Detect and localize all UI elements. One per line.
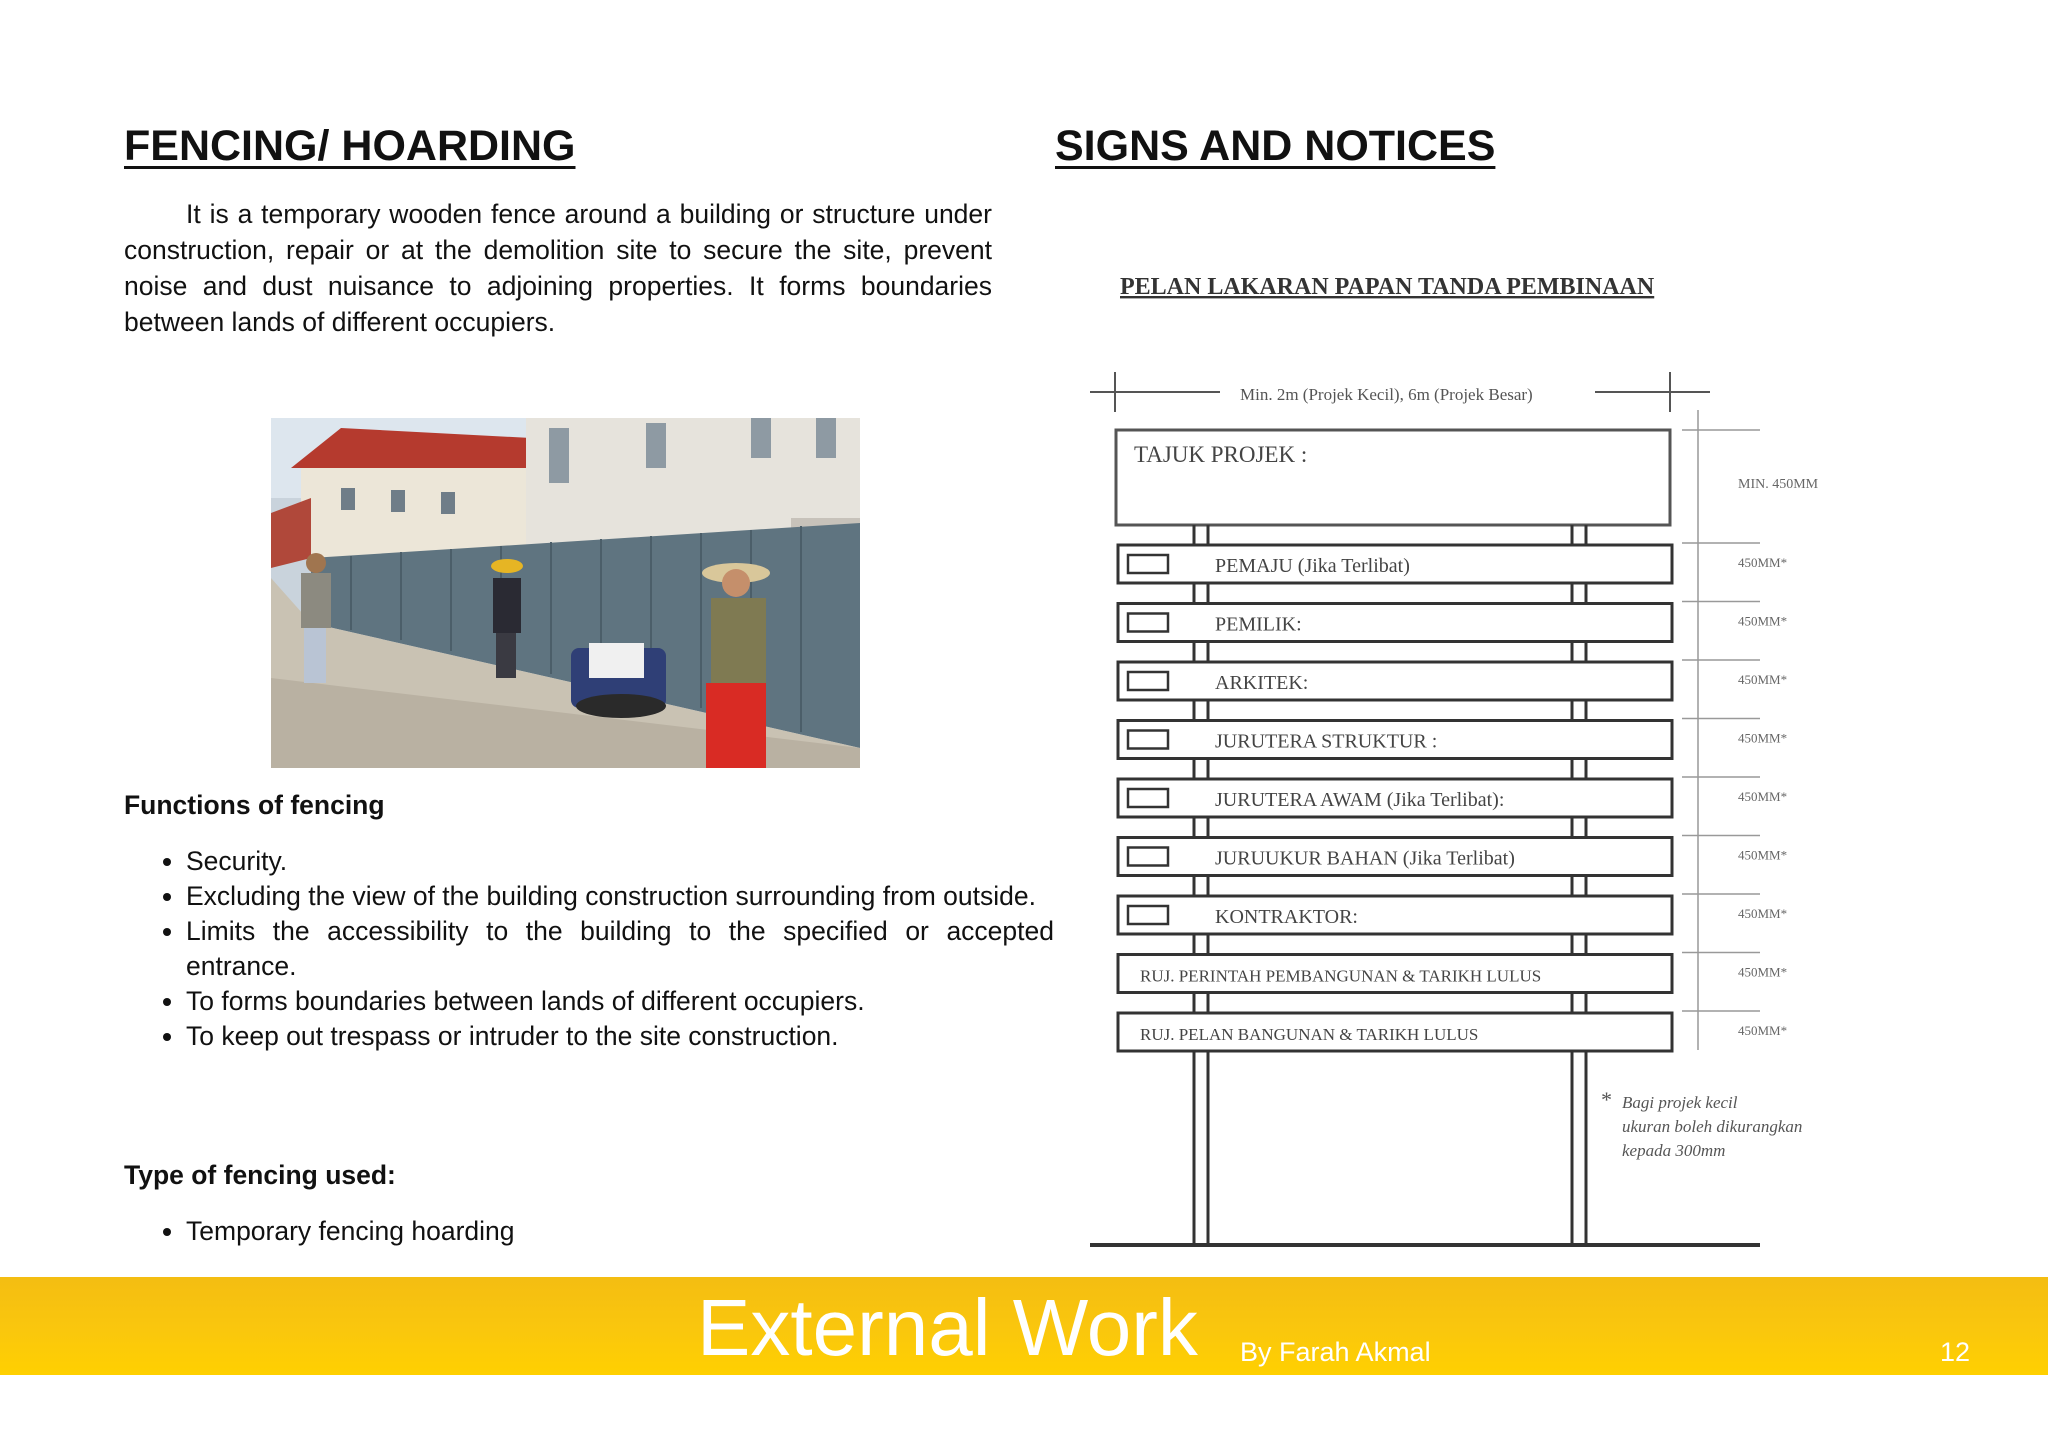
list-item: • Excluding the view of the building construction surrounding from outside. [186, 879, 1054, 914]
list-item: • Limits the accessibility to the building to the specified or accepted entrance. [186, 914, 1054, 984]
signboard-row-box [1118, 896, 1672, 934]
signboard-row-label: JURUTERA AWAM (Jika Terlibat): [1215, 789, 1505, 811]
signboard-rows [1118, 543, 1787, 1051]
note-star: * [1600, 1087, 1611, 1112]
row-size-label: 450MM* [1738, 672, 1788, 687]
note-line: kepada 300mm [1622, 1141, 1726, 1160]
list-item: • Security. [186, 844, 1054, 879]
project-title-label: TAJUK PROJEK : [1134, 442, 1308, 467]
note-line: Bagi projek kecil [1622, 1093, 1738, 1112]
footer-byline: By Farah Akmal [1240, 1337, 1431, 1367]
signboard-row-label: JURUUKUR BAHAN (Jika Terlibat) [1215, 847, 1515, 870]
signboard-row-label: JURUTERA STRUKTUR : [1215, 730, 1438, 753]
functions-list [124, 844, 1054, 1054]
fencing-photo [271, 418, 860, 768]
row-size-label: 450MM* [1738, 1023, 1788, 1038]
note-line: ukuran boleh dikurangkan [1622, 1117, 1803, 1136]
list-item: • Temporary fencing hoarding [186, 1214, 1054, 1249]
diagram-title: PELAN LAKARAN PAPAN TANDA PEMBINAAN [1120, 274, 1655, 300]
types-list [124, 1214, 1054, 1249]
row-size-label: 450MM* [1738, 964, 1788, 980]
construction-site-photo [271, 418, 860, 768]
list-item: • To keep out trespass or intruder to the site construction. [186, 1019, 1054, 1054]
fencing-intro: It is a temporary wooden fence around a building or structure under construction, repair or at the demolition site to secure the site, prevent noise and dust nuisance to adjoining properties. It forms boundaries between lands of different occupiers. [124, 199, 992, 337]
list-item: • To forms boundaries between lands of different occupiers. [186, 984, 1054, 1019]
signboard-row-label: KONTRAKTOR: [1215, 906, 1358, 928]
page-number: 12 [1940, 1337, 1971, 1367]
signs-heading: SIGNS AND NOTICES [1055, 122, 1496, 170]
functions-heading: Functions of fencing [124, 790, 385, 820]
signboard-row-box [1118, 604, 1672, 642]
row-size-label: 450MM* [1738, 847, 1788, 863]
fencing-heading: FENCING/ HOARDING [124, 122, 576, 170]
signboard-row-box [1118, 662, 1672, 700]
signboard-row-label: RUJ. PERINTAH PEMBANGUNAN & TARIKH LULUS [1140, 966, 1542, 986]
row-size-label: 450MM* [1738, 789, 1788, 804]
width-label: Min. 2m (Projek Kecil), 6m (Projek Besar) [1240, 385, 1533, 404]
row-size-label: 450MM* [1738, 730, 1788, 746]
signboard-row-label: PEMAJU (Jika Terlibat) [1215, 555, 1410, 577]
signboard-row-label: RUJ. PELAN BANGUNAN & TARIKH LULUS [1140, 1025, 1479, 1044]
row-size-label: 450MM* [1738, 555, 1788, 570]
min-size-label: MIN. 450MM [1738, 477, 1819, 492]
row-size-label: 450MM* [1738, 906, 1788, 921]
type-heading: Type of fencing used: [124, 1160, 396, 1190]
signboard-row-label: PEMILIK: [1215, 613, 1302, 636]
row-size-label: 450MM* [1738, 613, 1788, 629]
signboard-row-label: ARKITEK: [1215, 672, 1309, 694]
signboard-diagram [1070, 260, 1870, 1250]
footer-title: External Work [697, 1283, 1198, 1372]
